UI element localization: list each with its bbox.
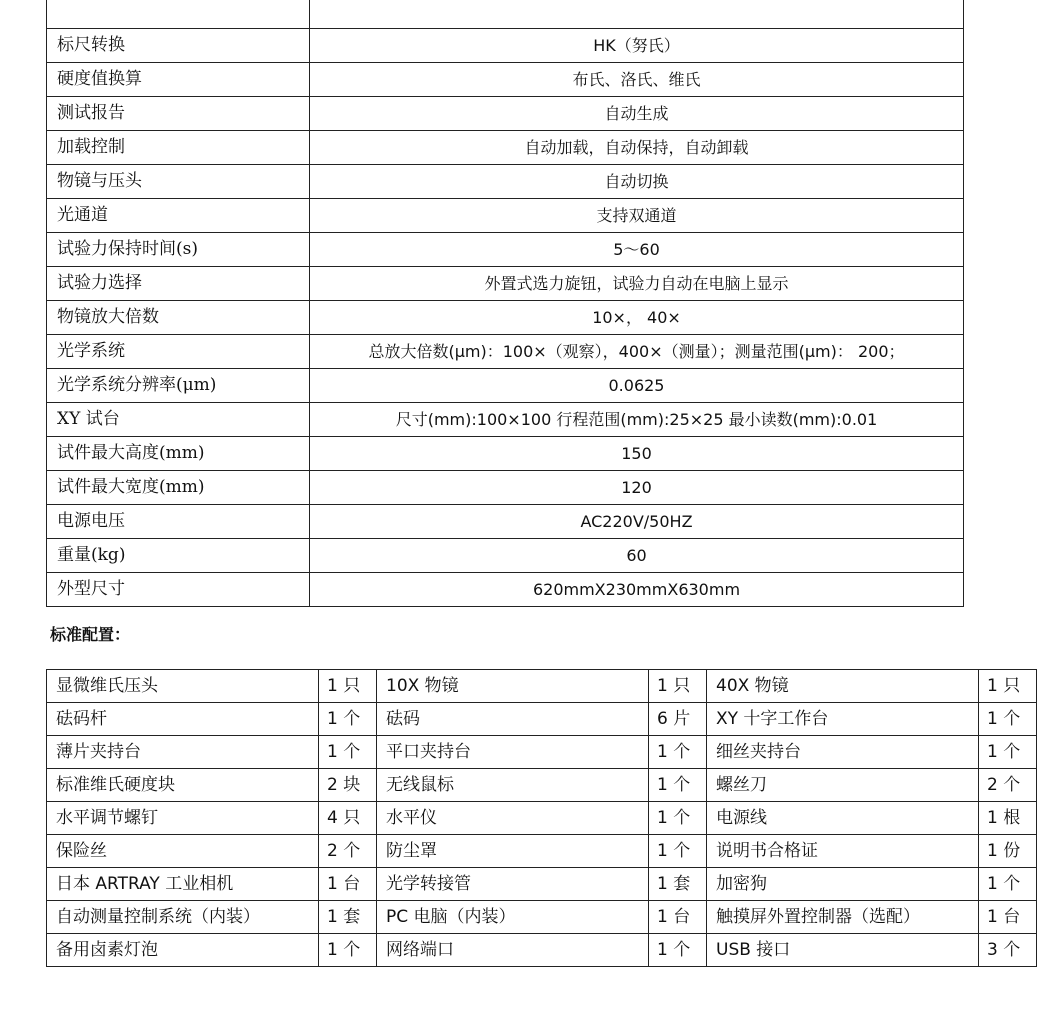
spec-row (47, 369, 964, 403)
spec-table (46, 0, 964, 607)
config-item-name: 标准维氏硬度块 (47, 769, 319, 802)
spec-label: 试件最大宽度(mm) (47, 471, 310, 505)
spec-label (47, 0, 310, 29)
config-row (47, 835, 1037, 868)
config-item-name: 砝码 (377, 703, 649, 736)
config-item-name: 备用卤素灯泡 (47, 934, 319, 967)
spec-label: 试验力保持时间(s) (47, 233, 310, 267)
spec-label: 标尺转换 (47, 29, 310, 63)
config-item-qty: 1 个 (979, 868, 1037, 901)
spec-row (47, 131, 964, 165)
config-row (47, 769, 1037, 802)
config-item-qty: 1 只 (319, 670, 377, 703)
spec-label: 硬度值换算 (47, 63, 310, 97)
spec-value: 620mmX230mmX630mm (310, 573, 964, 607)
config-table-body (47, 670, 1037, 967)
config-item-name: 光学转接管 (377, 868, 649, 901)
config-row (47, 901, 1037, 934)
config-item-qty: 1 个 (979, 736, 1037, 769)
config-item-name: 10X 物镜 (377, 670, 649, 703)
spec-label: 电源电压 (47, 505, 310, 539)
config-item-qty: 1 只 (979, 670, 1037, 703)
config-item-name: 触摸屏外置控制器（选配） (707, 901, 979, 934)
spec-value: 自动加载，自动保持，自动卸载 (310, 131, 964, 165)
config-item-qty: 1 个 (649, 736, 707, 769)
config-item-qty: 2 个 (979, 769, 1037, 802)
config-item-name: 显微维氏压头 (47, 670, 319, 703)
config-item-qty: 1 台 (319, 868, 377, 901)
config-item-qty: 1 根 (979, 802, 1037, 835)
spec-value: 总放大倍数(μm)：100×（观察），400×（测量）；测量范围(μm)： 200； (310, 335, 964, 369)
config-item-qty: 2 块 (319, 769, 377, 802)
spec-value: 150 (310, 437, 964, 471)
config-item-name: 保险丝 (47, 835, 319, 868)
config-item-name: 砝码杆 (47, 703, 319, 736)
spec-label: 物镜与压头 (47, 165, 310, 199)
config-item-qty: 1 个 (979, 703, 1037, 736)
config-item-qty: 1 台 (649, 901, 707, 934)
spec-value: 0.0625 (310, 369, 964, 403)
spec-value: 60 (310, 539, 964, 573)
config-item-name: 薄片夹持台 (47, 736, 319, 769)
spec-row (47, 97, 964, 131)
spec-row (47, 437, 964, 471)
spec-value: HK（努氏） (310, 29, 964, 63)
spec-row (47, 539, 964, 573)
spec-label: 外型尺寸 (47, 573, 310, 607)
config-row (47, 934, 1037, 967)
spec-row (47, 505, 964, 539)
spec-label: 试件最大高度(mm) (47, 437, 310, 471)
config-item-qty: 1 个 (649, 835, 707, 868)
spec-table-body (47, 0, 964, 607)
spec-label: 试验力选择 (47, 267, 310, 301)
spec-row (47, 301, 964, 335)
spec-label: 光学系统分辨率(μm) (47, 369, 310, 403)
config-item-qty: 1 套 (319, 901, 377, 934)
config-item-qty: 1 份 (979, 835, 1037, 868)
spec-label: 光通道 (47, 199, 310, 233)
spec-label: 测试报告 (47, 97, 310, 131)
spec-value: 10×， 40× (310, 301, 964, 335)
spec-row (47, 199, 964, 233)
spec-value: 尺寸(mm):100×100 行程范围(mm):25×25 最小读数(mm):0.01 (310, 403, 964, 437)
config-item-name: 细丝夹持台 (707, 736, 979, 769)
config-item-name: 平口夹持台 (377, 736, 649, 769)
spec-row (47, 233, 964, 267)
spec-value: 自动切换 (310, 165, 964, 199)
config-item-qty: 2 个 (319, 835, 377, 868)
config-item-qty: 1 个 (649, 802, 707, 835)
config-item-qty: 1 只 (649, 670, 707, 703)
standard-config-title: 标准配置： (50, 625, 131, 644)
spec-value (310, 0, 964, 29)
config-item-name: 加密狗 (707, 868, 979, 901)
spec-row (47, 63, 964, 97)
config-item-qty: 1 套 (649, 868, 707, 901)
spec-row (47, 165, 964, 199)
config-item-name: USB 接口 (707, 934, 979, 967)
spec-row (47, 267, 964, 301)
config-item-name: PC 电脑（内装） (377, 901, 649, 934)
spec-row (47, 29, 964, 63)
config-item-qty: 1 个 (319, 703, 377, 736)
spec-label: 物镜放大倍数 (47, 301, 310, 335)
config-item-name: 日本 ARTRAY 工业相机 (47, 868, 319, 901)
spec-value: AC220V/50HZ (310, 505, 964, 539)
config-table (46, 669, 1037, 967)
config-item-name: 自动测量控制系统（内装） (47, 901, 319, 934)
spec-label: 光学系统 (47, 335, 310, 369)
spec-row (47, 335, 964, 369)
spec-label: 重量(kg) (47, 539, 310, 573)
spec-row (47, 471, 964, 505)
config-row (47, 868, 1037, 901)
config-row (47, 736, 1037, 769)
config-item-name: XY 十字工作台 (707, 703, 979, 736)
spec-label: XY 试台 (47, 403, 310, 437)
config-item-qty: 1 个 (319, 934, 377, 967)
config-row (47, 670, 1037, 703)
spec-row (47, 403, 964, 437)
config-item-name: 电源线 (707, 802, 979, 835)
spec-value: 支持双通道 (310, 199, 964, 233)
config-item-qty: 1 台 (979, 901, 1037, 934)
config-row (47, 703, 1037, 736)
config-item-name: 说明书合格证 (707, 835, 979, 868)
config-item-qty: 4 只 (319, 802, 377, 835)
spec-value: 120 (310, 471, 964, 505)
config-item-name: 防尘罩 (377, 835, 649, 868)
config-item-name: 螺丝刀 (707, 769, 979, 802)
config-row (47, 802, 1037, 835)
config-item-name: 40X 物镜 (707, 670, 979, 703)
config-item-name: 水平调节螺钉 (47, 802, 319, 835)
config-item-qty: 1 个 (649, 769, 707, 802)
config-item-name: 无线鼠标 (377, 769, 649, 802)
spec-label: 加载控制 (47, 131, 310, 165)
spec-row (47, 573, 964, 607)
spec-row (47, 0, 964, 29)
spec-value: 5～60 (310, 233, 964, 267)
config-item-name: 网络端口 (377, 934, 649, 967)
config-item-qty: 3 个 (979, 934, 1037, 967)
config-item-qty: 1 个 (319, 736, 377, 769)
spec-value: 自动生成 (310, 97, 964, 131)
config-item-qty: 1 个 (649, 934, 707, 967)
config-item-qty: 6 片 (649, 703, 707, 736)
spec-value: 布氏、洛氏、维氏 (310, 63, 964, 97)
config-item-name: 水平仪 (377, 802, 649, 835)
spec-value: 外置式选力旋钮，试验力自动在电脑上显示 (310, 267, 964, 301)
